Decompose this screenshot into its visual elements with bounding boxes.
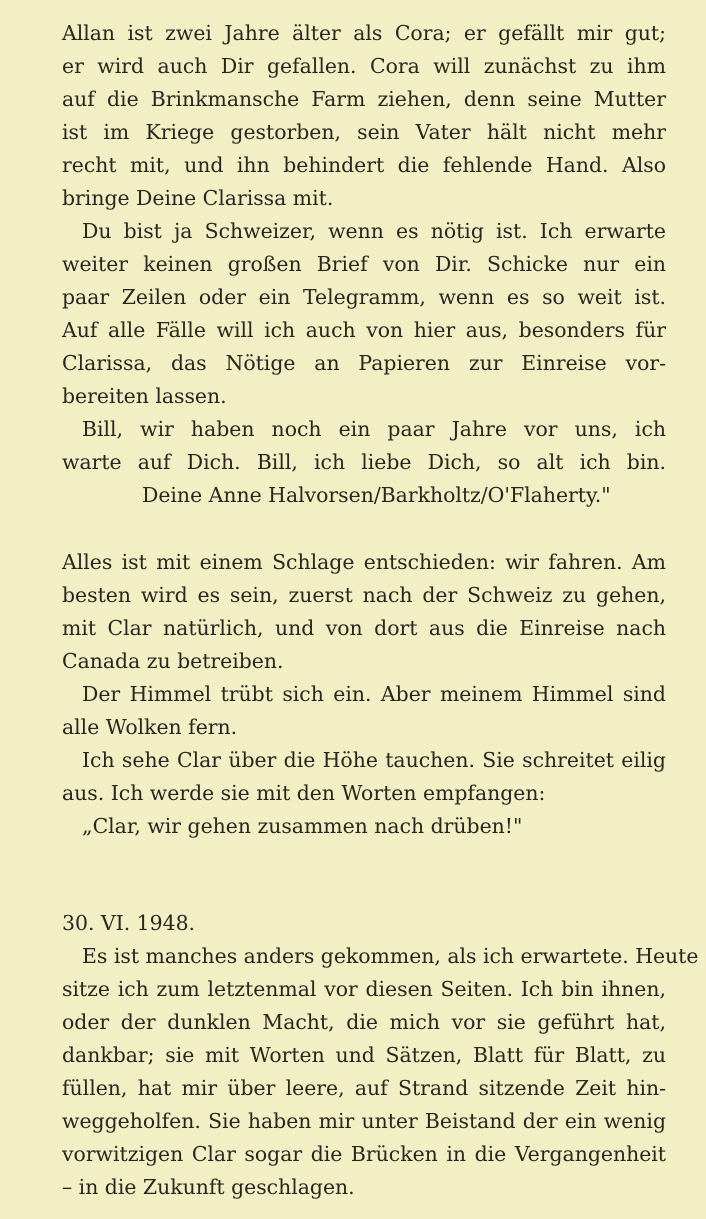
entry-line: – in die Zukunft geschlagen. — [62, 1175, 355, 1199]
narrative-line: Ich sehe Clar über die Höhe tauchen. Sie schreitet eilig — [82, 748, 666, 772]
letter-line: bringe Deine Clarissa mit. — [62, 186, 334, 210]
entry-date: 30. VI. 1948. — [62, 911, 196, 935]
entry-line: vorwitzigen Clar sogar die Brücken in die Vergangenheit — [62, 1142, 666, 1166]
entry-line: Es ist manches anders gekommen, als ich erwartete. Heute — [82, 944, 699, 968]
letter-line: paar Zeilen oder ein Telegramm, wenn es so weit ist. — [62, 285, 666, 309]
letter-line: Allan ist zwei Jahre älter als Cora; er gefällt mir gut; — [62, 21, 666, 45]
entry-line: weggeholfen. Sie haben mir unter Beistand der ein wenig — [62, 1109, 666, 1133]
narrative-line: Der Himmel trübt sich ein. Aber meinem Himmel sind — [82, 682, 666, 706]
narrative-line: mit Clar natürlich, und von dort aus die Einreise nach — [62, 616, 666, 640]
letter-line: Clarissa, das Nötige an Papieren zur Einreise vor- — [62, 351, 666, 375]
narrative-line: besten wird es sein, zuerst nach der Schweiz zu gehen, — [62, 583, 666, 607]
letter-line: ist im Kriege gestorben, sein Vater hält nicht mehr — [62, 120, 666, 144]
letter-line: Bill, wir haben noch ein paar Jahre vor uns, ich — [82, 417, 666, 441]
letter-line: bereiten lassen. — [62, 384, 227, 408]
narrative-line: Alles ist mit einem Schlage entschieden: wir fahren. Am — [62, 550, 666, 574]
narrative-line: aus. Ich werde sie mit den Worten empfangen: — [62, 781, 546, 805]
letter-signature: Deine Anne Halvorsen/Barkholtz/O'Flaherty." — [142, 483, 611, 507]
letter-line: recht mit, und ihn behindert die fehlende Hand. Also — [62, 153, 666, 177]
letter-line: warte auf Dich. Bill, ich liebe Dich, so alt ich bin. — [62, 450, 666, 474]
letter-line: weiter keinen großen Brief von Dir. Schicke nur ein — [62, 252, 666, 276]
entry-line: oder der dunklen Macht, die mich vor sie geführt hat, — [62, 1010, 666, 1034]
narrative-line: „Clar, wir gehen zusammen nach drüben!" — [82, 814, 523, 838]
letter-line: Auf alle Fälle will ich auch von hier aus, besonders für — [62, 318, 666, 342]
narrative-line: Canada zu betreiben. — [62, 649, 284, 673]
entry-line: füllen, hat mir über leere, auf Strand sitzende Zeit hin- — [62, 1076, 666, 1100]
letter-line: auf die Brinkmansche Farm ziehen, denn seine Mutter — [62, 87, 666, 111]
entry-line: dankbar; sie mit Worten und Sätzen, Blatt für Blatt, zu — [62, 1043, 666, 1067]
letter-line: er wird auch Dir gefallen. Cora will zunächst zu ihm — [62, 54, 666, 78]
narrative-line: alle Wolken fern. — [62, 715, 238, 739]
letter-line: Du bist ja Schweizer, wenn es nötig ist. Ich erwarte — [82, 219, 666, 243]
entry-line: sitze ich zum letztenmal vor diesen Seiten. Ich bin ihnen, — [62, 977, 666, 1001]
